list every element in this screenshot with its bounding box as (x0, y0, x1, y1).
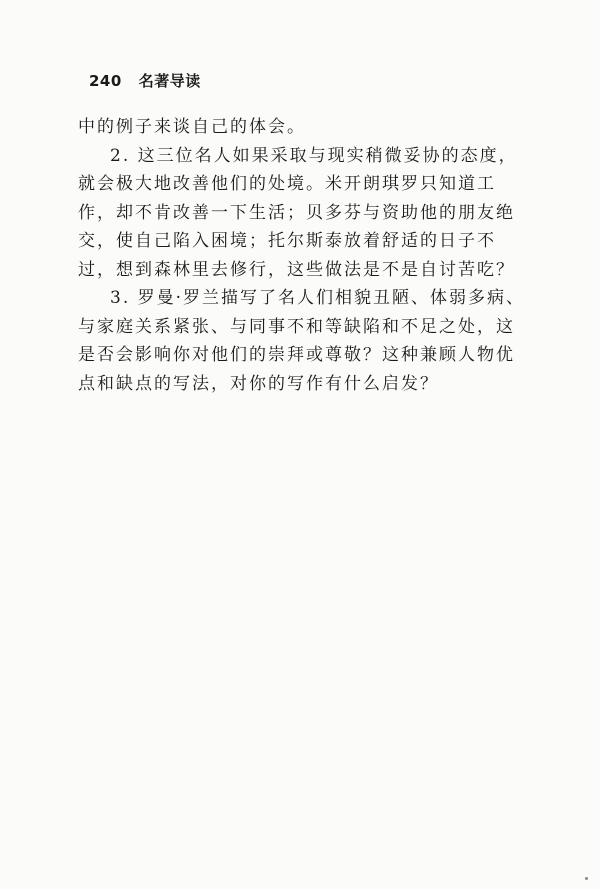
page-header (89, 70, 201, 91)
book-title: 名著导读 (138, 72, 201, 90)
body-text (78, 113, 530, 398)
scan-speck (585, 877, 588, 880)
question-2-paragraph: 2. 这三位名人如果采取与现实稍微妥协的态度，就会极大地改善他们的处境。米开朗琪罗只知道工作，却不肯改善一下生活；贝多芬与资助他的朋友绝交，使自己陷入困境；托尔斯泰放着舒适的日子不过，想到森林里去修行，这些做法是不是自讨苦吃？ (78, 145, 518, 280)
page-number: 240 (89, 72, 122, 90)
paragraph-continuation: 中的例子来谈自己的体会。 (78, 117, 306, 137)
question-3-paragraph: 3. 罗曼·罗兰描写了名人们相貌丑陋、体弱多病、与家庭关系紧张、与同事不和等缺陷和不足之处，这是否会影响你对他们的崇拜或尊敬？这种兼顾人物优点和缺点的写法，对你的写作有什么启发？ (78, 288, 526, 394)
